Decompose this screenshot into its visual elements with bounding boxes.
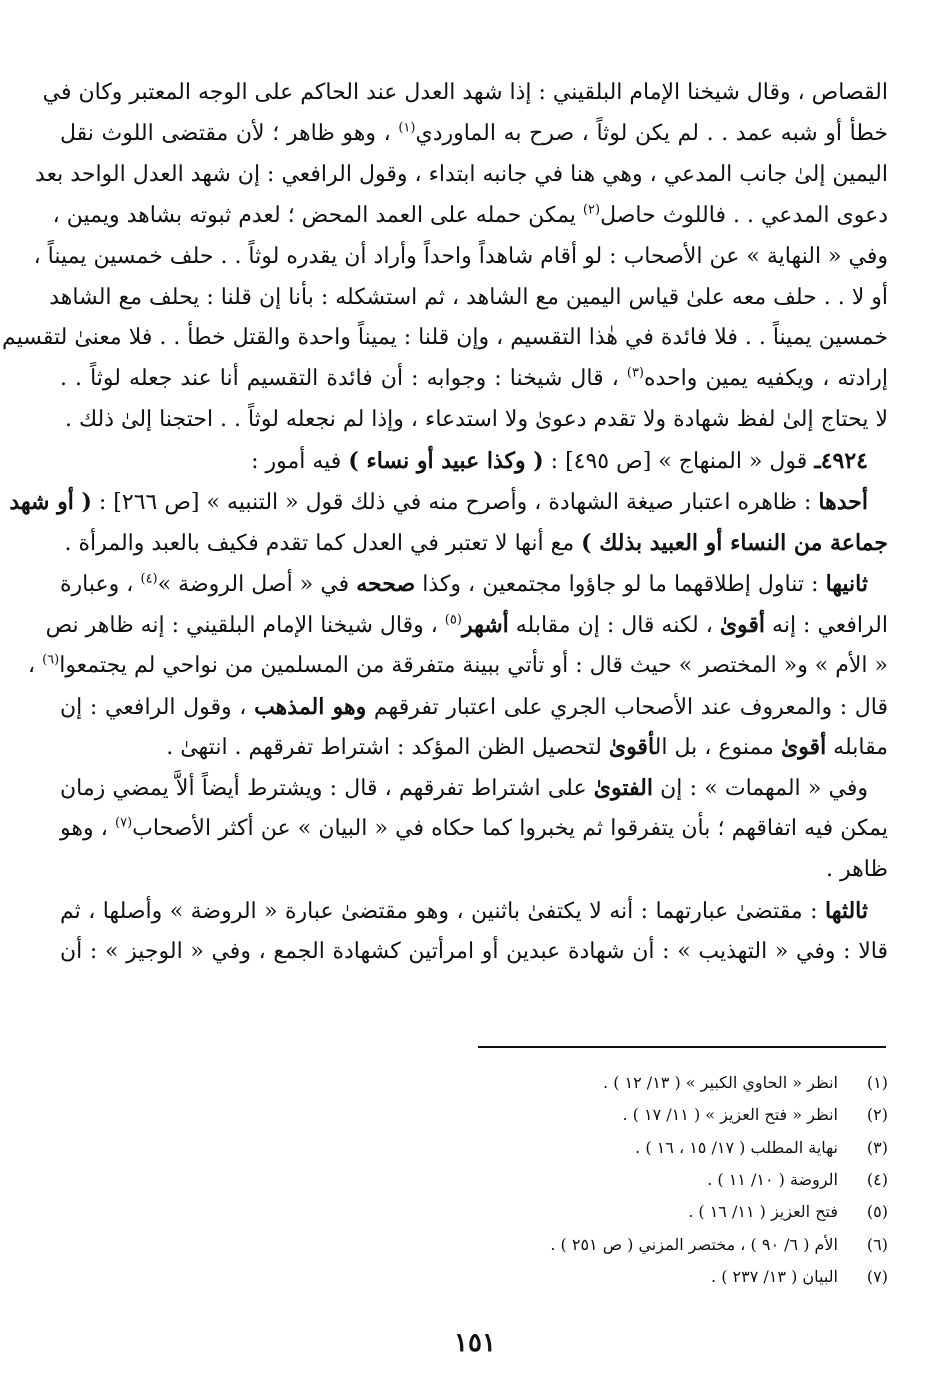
footnote-number: (٦) bbox=[866, 1234, 888, 1254]
line-text-continued: ، bbox=[27, 652, 43, 678]
text-line bbox=[33, 237, 888, 277]
footnote-ref: (٥) bbox=[444, 612, 462, 628]
footnote-number: (٣) bbox=[866, 1137, 888, 1157]
text-line bbox=[9, 482, 888, 522]
footnote-number: (٥) bbox=[866, 1202, 888, 1222]
line-text: اليمين إلىٰ جانب المدعي ، وهي هنا في جانبه ابتداء ، وقول الرافعي : إن شهد العدل الواحد بعد bbox=[35, 161, 888, 187]
footnote-divider bbox=[478, 1046, 886, 1048]
line-text: دعوى المدعي . . فاللوث حاصل bbox=[600, 202, 888, 228]
line-text: يمكن فيه اتفاقهم ؛ بأن يتفرقوا ثم يخبروا كما حكاه في « البيان » عن أكثر الأصحاب bbox=[132, 816, 888, 842]
text-line bbox=[42, 73, 888, 113]
line-text: القصاص ، وقال شيخنا الإمام البلقيني : إذا شهد العدل عند الحاكم على الوجه المعتبر وكان في bbox=[42, 80, 888, 105]
text-line bbox=[60, 114, 888, 154]
text-line bbox=[60, 932, 888, 972]
line-text: خمسين يميناً . . فلا فائدة في هٰذا التقسيم ، وإن قلنا : يميناً واحدة والقتل خطأ . . فلا معنىٰ لتقسيم bbox=[1, 325, 888, 351]
line-text: قالا : وفي « التهذيب » : أن شهادة عبدين أو امرأتين كشهادة الجمع ، وفي « الوجيز » : أن bbox=[60, 938, 888, 964]
line-text: لا يحتاج إلىٰ لفظ شهادة ولا تقدم دعوىٰ ولا استدعاء ، وإذا لم نجعله لوثاً . . احتجنا إلىٰ ذلك . bbox=[65, 407, 888, 433]
text-line bbox=[60, 400, 888, 440]
line-text: ظاهر . bbox=[826, 857, 888, 883]
text-line bbox=[60, 891, 888, 931]
footnote-text: نهاية المطلب ( ١٧/ ١٥ ، ١٦ ) . bbox=[635, 1137, 838, 1157]
footnote-text: انظر « الحاوي الكبير » ( ١٣/ ١٢ ) . bbox=[603, 1073, 838, 1092]
page-number: ١٥١ bbox=[454, 1328, 496, 1358]
footnote bbox=[200, 1230, 888, 1260]
text-line bbox=[60, 687, 888, 727]
line-text-continued: ، وهو bbox=[60, 816, 115, 842]
line-text-continued: يمكن حمله على العمد المحض ؛ لعدم ثبوته بشاهد ويمين ، bbox=[52, 202, 583, 228]
line-text-continued: ، وهو ظاهر ؛ لأن مقتضى اللوث نقل bbox=[60, 120, 399, 146]
footnote bbox=[200, 1197, 888, 1227]
line-text: إرادته ، ويكفيه يمين واحده bbox=[644, 366, 888, 392]
line-text: قال : والمعروف عند الأصحاب الجري على اعتبار تفرقهم وهو المذهب ، وقول الرافعي : إن bbox=[60, 693, 888, 720]
line-text: ثانيها : تناول إطلاقهما ما لو جاؤوا مجتمعين ، وكذا صححه في « أصل الروضة » bbox=[157, 570, 868, 597]
line-text: وفي « النهاية » عن الأصحاب : لو أقام شاهداً واحداً وأراد أن يقدره لوثاً . . حلف خمسين يميناً ، bbox=[33, 243, 888, 269]
text-line bbox=[27, 646, 888, 686]
line-text: مقابله أقوىٰ ممنوع ، بل الأقوىٰ لتحصيل الظن المؤكد : اشتراط تفرقهم . انتهىٰ . bbox=[166, 734, 888, 761]
line-text-continued: ، قال شيخنا : وجوابه : أن فائدة التقسيم أنا عند جعله لوثاً . . bbox=[60, 366, 627, 392]
text-line bbox=[60, 441, 888, 481]
line-text: الرافعي : إنه أقوىٰ ، لكنه قال : إن مقابله أشهر bbox=[461, 611, 888, 638]
text-line bbox=[60, 727, 888, 767]
line-text: ثالثها : مقتضىٰ عبارتهما : أنه لا يكتفىٰ باثنين ، وهو مقتضىٰ عبارة « الروضة » وأصلها ، ثم bbox=[60, 898, 868, 924]
text-line bbox=[60, 523, 888, 563]
footnote-number: (٢) bbox=[866, 1105, 888, 1125]
line-text: « الأم » و« المختصر » حيث قال : أو تأتي ببينة متفرقة من المسلمين من نواحي لم يجتمعوا bbox=[59, 652, 888, 678]
line-text: جماعة من النساء أو العبيد بذلك ) مع أنها لا تعتبر في العدل كما تقدم فكيف بالعبد والمرأة . bbox=[64, 529, 888, 556]
text-line bbox=[60, 850, 888, 890]
text-line bbox=[45, 605, 888, 645]
footnote-ref: (٤) bbox=[140, 571, 158, 587]
footnote bbox=[200, 1068, 888, 1098]
text-line bbox=[60, 564, 888, 604]
footnote-number: (١) bbox=[866, 1073, 888, 1092]
text-line bbox=[1, 318, 888, 358]
footnote-ref: (٢) bbox=[582, 202, 601, 218]
line-text: وفي « المهمات » : إن الفتوىٰ على اشتراط تفرقهم ، قال : ويشترط أيضاً ألاَّ يمضي زمان bbox=[60, 775, 868, 802]
footnote bbox=[200, 1165, 888, 1195]
footnote bbox=[200, 1262, 888, 1292]
footnote bbox=[200, 1133, 888, 1163]
footnote bbox=[200, 1100, 888, 1130]
footnote-text: الأم ( ٦/ ٩٠ ) ، مختصر المزني ( ص ٢٥١ ) . bbox=[550, 1234, 838, 1254]
text-line bbox=[52, 196, 888, 236]
text-line bbox=[60, 359, 888, 399]
line-text: خطأ أو شبه عمد . . لم يكن لوثاً ، صرح به الماوردي bbox=[415, 120, 888, 146]
line-text: أو لا . . حلف معه علىٰ قياس اليمين مع الشاهد ، ثم استشكله : بأنا إن قلنا : يحلف مع الشاهد bbox=[49, 284, 888, 310]
footnote-text: انظر « فتح العزيز » ( ١١/ ١٧ ) . bbox=[622, 1105, 838, 1125]
line-text-continued: ، وعبارة bbox=[60, 571, 141, 597]
footnote-ref: (٣) bbox=[626, 365, 644, 381]
footnote-ref: (٦) bbox=[42, 652, 60, 668]
text-line bbox=[60, 768, 888, 808]
footnote-ref: (١) bbox=[398, 120, 416, 136]
text-line bbox=[35, 155, 888, 195]
line-text: أحدها : ظاهره اعتبار صيغة الشهادة ، وأصرح منه في ذلك قول « التنبيه » [ص ٢٦٦] : ( أو شهد bbox=[9, 489, 868, 515]
footnote-number: (٤) bbox=[866, 1169, 888, 1189]
footnote-number: (٧) bbox=[866, 1266, 888, 1286]
line-text: ٤٩٢٤ـ قول « المنهاج » [ص ٤٩٥] : ( وكذا عبيد أو نساء ) فيه أمور : bbox=[251, 448, 868, 475]
text-line bbox=[60, 809, 888, 849]
footnote-text: الروضة ( ١٠/ ١١ ) . bbox=[707, 1169, 838, 1189]
footnote-text: فتح العزيز ( ١١/ ١٦ ) . bbox=[688, 1202, 838, 1222]
line-text-continued: ، وقال شيخنا الإمام البلقيني : إنه ظاهر نص bbox=[45, 612, 445, 638]
text-line bbox=[49, 278, 888, 318]
footnote-ref: (٧) bbox=[115, 815, 133, 831]
footnote-text: البيان ( ١٣/ ٢٣٧ ) . bbox=[711, 1266, 838, 1286]
